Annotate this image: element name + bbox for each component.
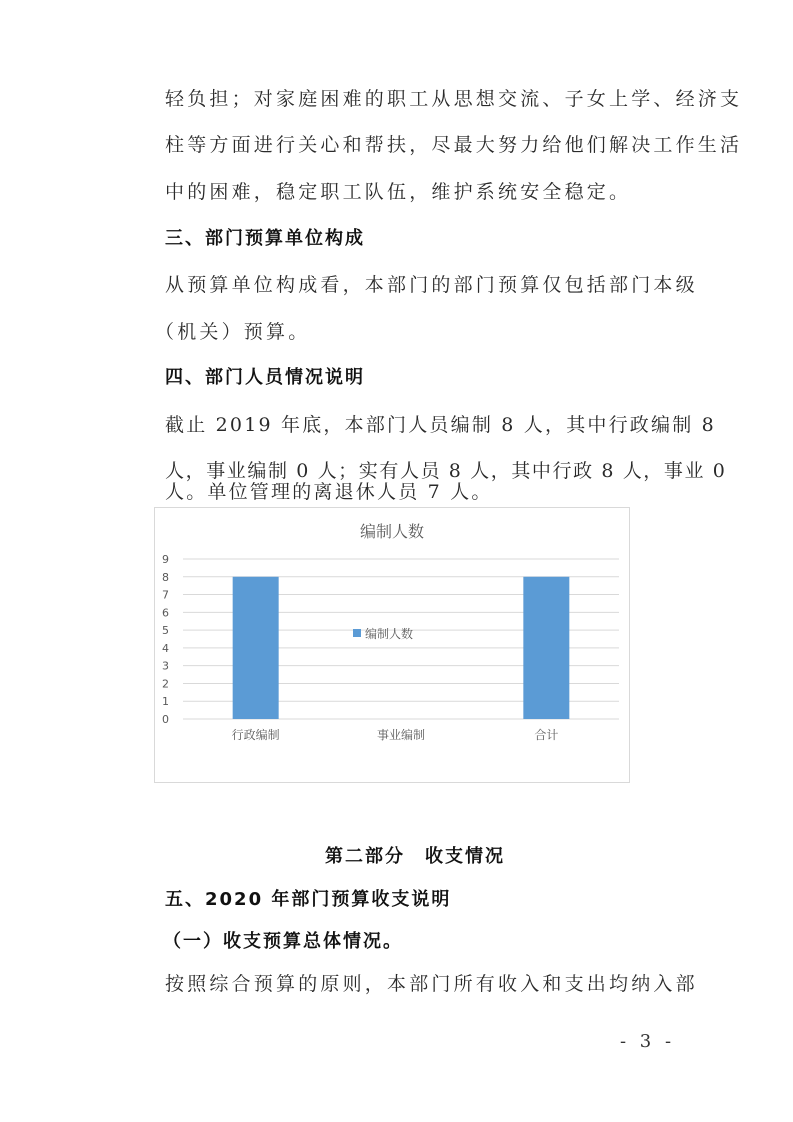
part-title: 第二部分 收支情况	[325, 846, 505, 867]
section-heading: 三、部门预算单位构成	[165, 228, 365, 249]
bar	[233, 577, 279, 719]
bar-chart	[155, 508, 629, 782]
legend-swatch	[353, 629, 361, 637]
body-line: 人。单位管理的离退休人员 7 人。	[165, 481, 493, 503]
y-tick-label: 7	[162, 588, 169, 602]
y-tick-label: 3	[162, 659, 169, 673]
y-tick-label: 4	[162, 641, 169, 655]
body-line: 中的困难，稳定职工队伍，维护系统安全稳定。	[165, 181, 632, 203]
body-line: 截止 2019 年底，本部门人员编制 8 人，其中行政编制 8	[165, 414, 716, 436]
body-line: 从预算单位构成看，本部门的部门预算仅包括部门本级	[165, 274, 698, 296]
bar	[523, 577, 569, 719]
y-tick-label: 6	[162, 606, 169, 620]
legend-label: 编制人数	[365, 627, 414, 641]
body-line: 柱等方面进行关心和帮扶，尽最大努力给他们解决工作生活	[165, 134, 743, 156]
body-line: 人，事业编制 0 人；实有人员 8 人，其中行政 8 人，事业 0	[165, 460, 727, 482]
x-tick-label: 合计	[534, 728, 559, 742]
body-line: （机关）预算。	[155, 321, 311, 343]
page-number: - 3 -	[620, 1031, 676, 1052]
y-tick-label: 8	[162, 570, 169, 584]
y-tick-label: 2	[162, 677, 169, 691]
body-line: 按照综合预算的原则，本部门所有收入和支出均纳入部	[165, 973, 698, 995]
section-heading: 四、部门人员情况说明	[165, 367, 365, 388]
chart-title: 编制人数	[359, 522, 425, 541]
subsection-heading: （一）收支预算总体情况。	[163, 931, 403, 952]
chart-container	[154, 507, 630, 783]
y-tick-label: 0	[162, 713, 169, 726]
x-tick-label: 行政编制	[231, 728, 280, 742]
y-tick-label: 5	[162, 624, 169, 638]
section-heading: 五、2020 年部门预算收支说明	[165, 889, 452, 910]
body-line: 轻负担；对家庭困难的职工从思想交流、子女上学、经济支	[165, 88, 743, 110]
y-tick-label: 1	[162, 695, 169, 709]
y-tick-label: 9	[162, 553, 169, 566]
x-tick-label: 事业编制	[376, 728, 426, 742]
